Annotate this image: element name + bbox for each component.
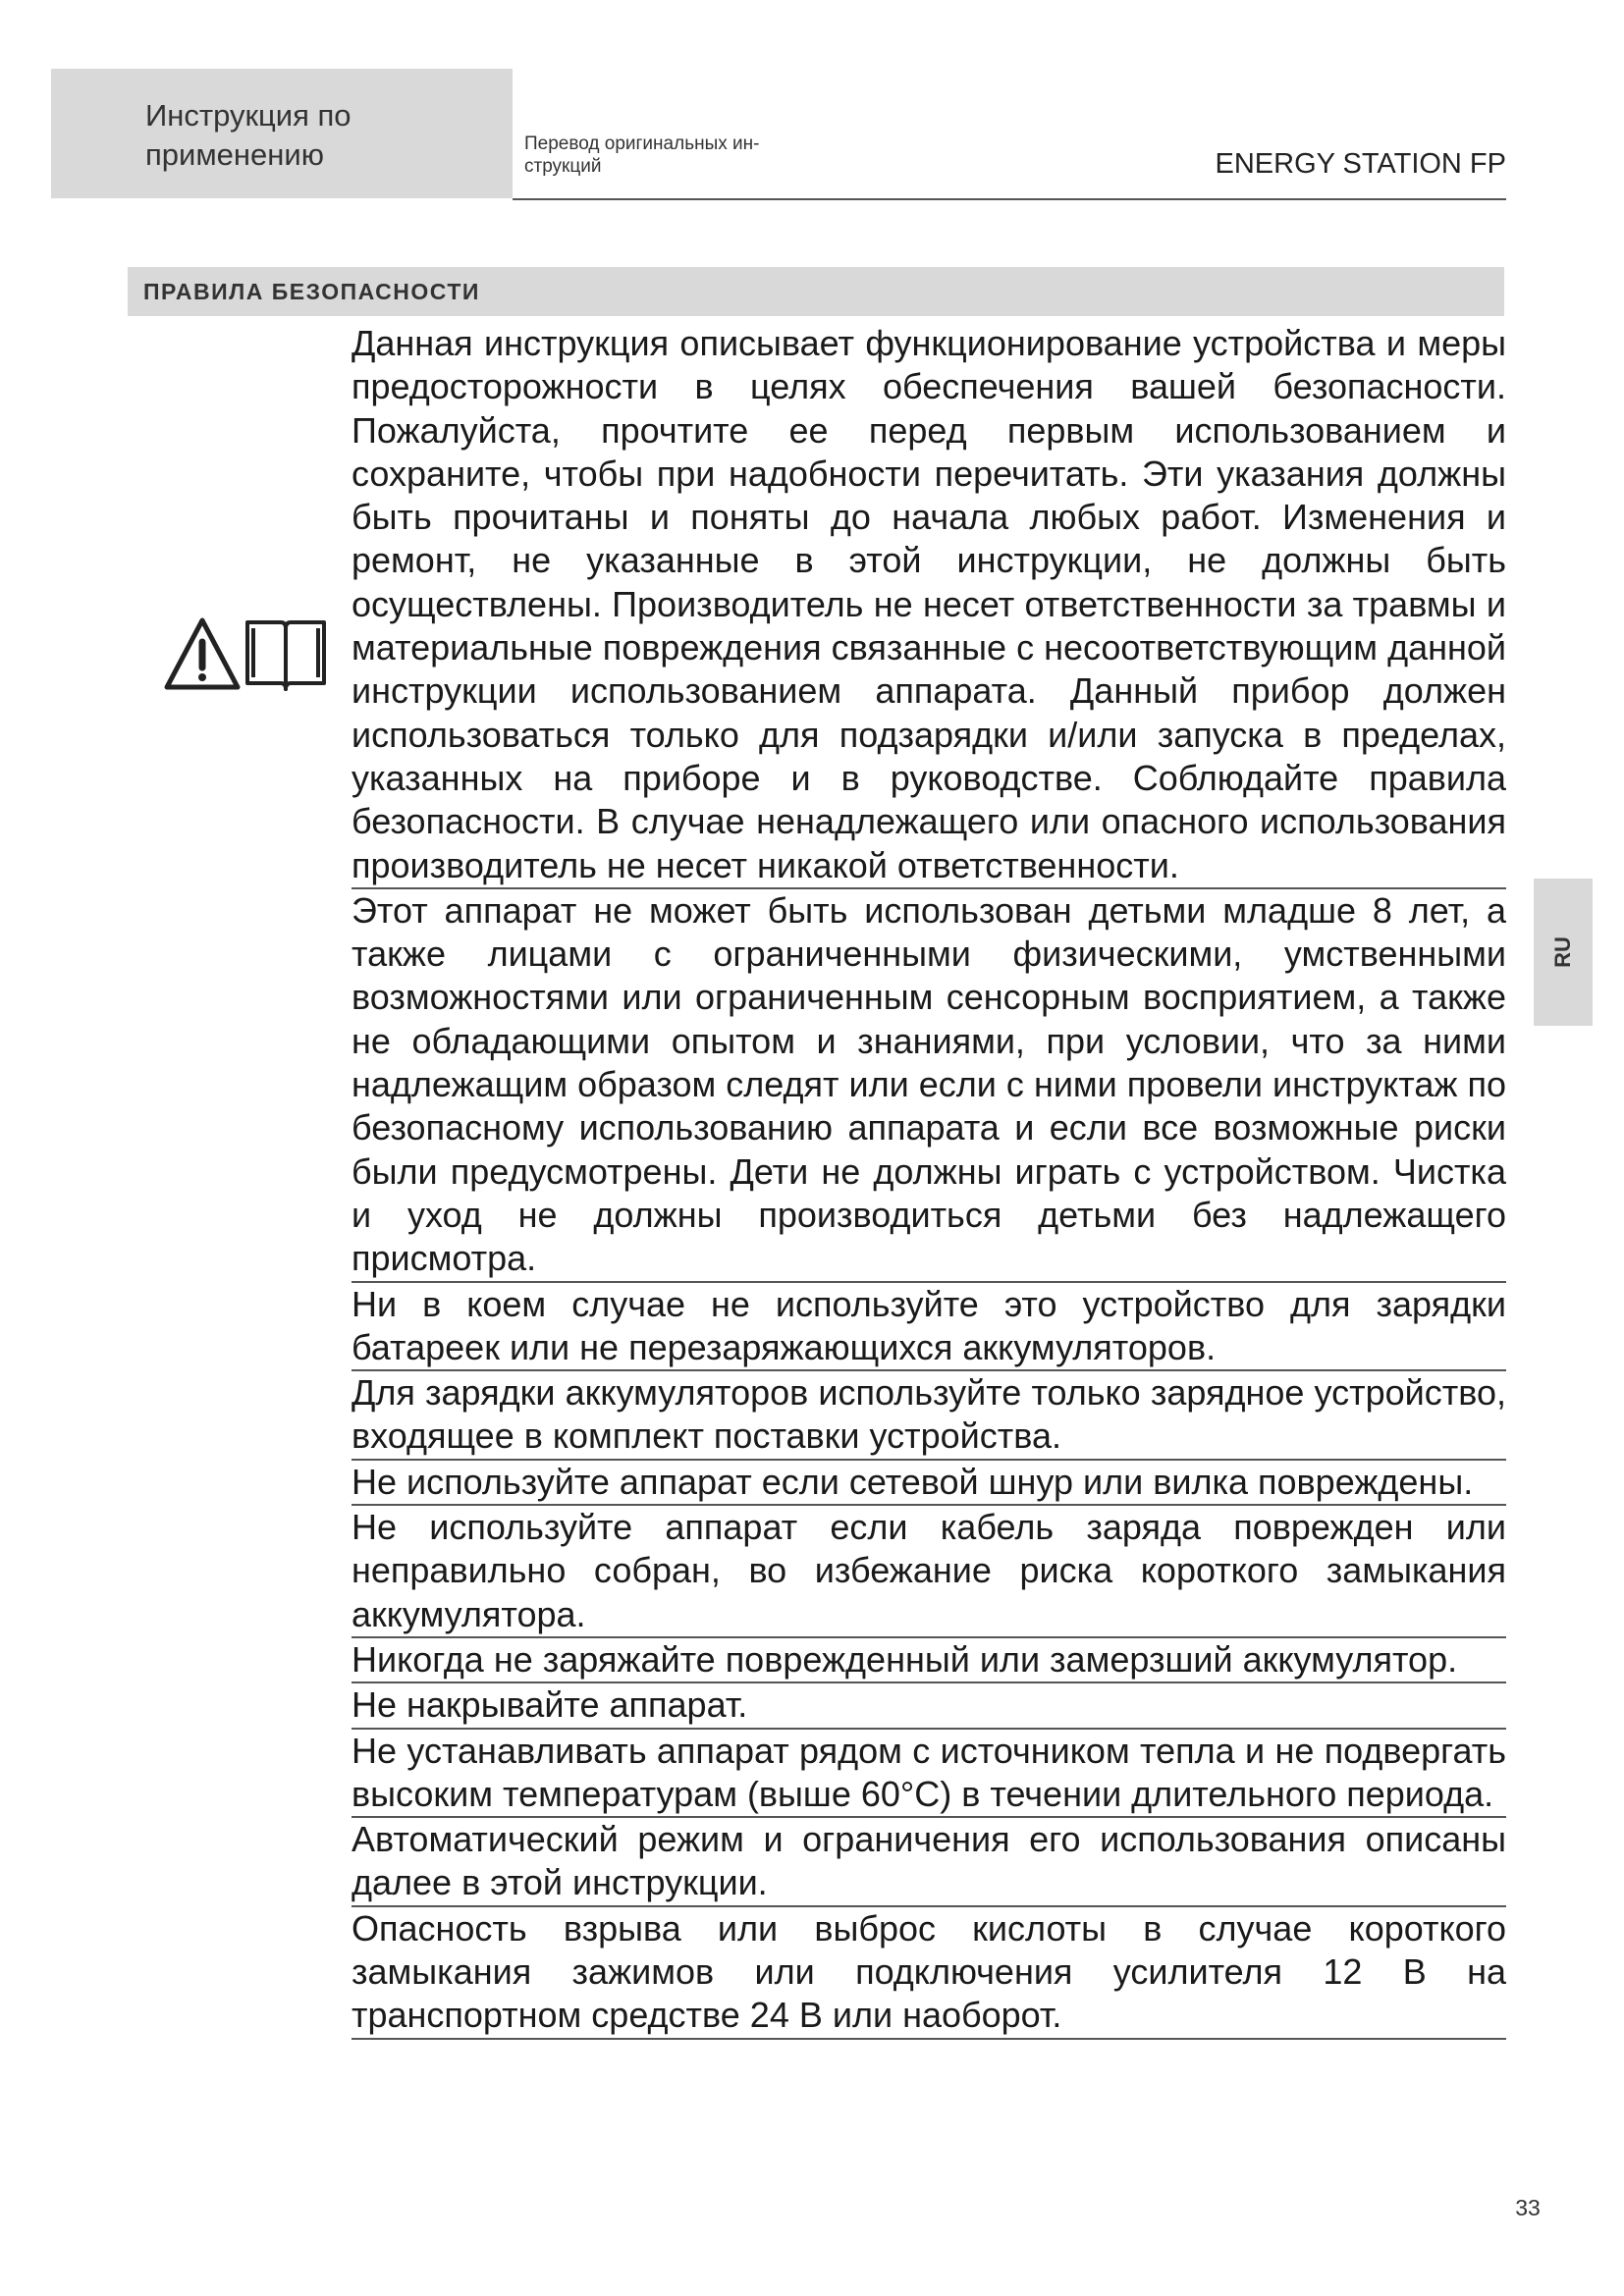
- header-divider: [513, 198, 1506, 200]
- safety-icons: [163, 614, 328, 693]
- safety-paragraph: Не устанавливать аппарат рядом с источником тепла и не подвергать высоким температурам (выше 60°С) в течении длительного периода.: [352, 1730, 1506, 1819]
- section-header-bar: [128, 267, 1504, 316]
- page-number: 33: [1515, 2195, 1541, 2220]
- warning-triangle-icon: [163, 614, 242, 693]
- section-title: ПРАВИЛА БЕЗОПАСНОСТИ: [143, 279, 480, 304]
- safety-paragraph: Для зарядки аккумуляторов используйте только зарядное устройство, входящее в комплект поставки устройства.: [352, 1371, 1506, 1461]
- language-code: RU: [1550, 936, 1575, 968]
- safety-paragraph: Никогда не заряжайте поврежденный или замерзший аккумулятор.: [352, 1638, 1506, 1683]
- safety-paragraph: Не используйте аппарат если кабель заряда поврежден или неправильно собран, во избежание риска короткого замыкания аккумулятора.: [352, 1506, 1506, 1638]
- safety-paragraph: Данная инструкция описывает функционирование устройства и меры предосторожности в целях обеспечения вашей безопасности. Пожалуйста, прочтите ее перед первым использованием и сохраните, чтобы при надобности перечитать. Эти указания должны быть прочитаны и поняты до начала любых работ. Изменения и ремонт, не указанные в этой инструкции, не должны быть осуществлены. Производитель не несет ответственности за травмы и материальные повреждения связанные с несоответствующим данной инструкции использованием аппарата. Данный прибор должен использоваться только для подзарядки и/или запуска в пределах, указанных на приборе и в руководстве. Соблюдайте правила безопасности. В случае ненадлежащего или опасного использования производитель не несет никакой ответственности.: [352, 322, 1506, 889]
- safety-paragraph: Автоматический режим и ограничения его использования описаны далее в этой инструкции.: [352, 1818, 1506, 1907]
- safety-paragraph: Опасность взрыва или выброс кислоты в случае короткого замыкания зажимов или подключения усилителя 12 В на транспортном средстве 24 В или наоборот.: [352, 1907, 1506, 2040]
- safety-paragraph: Не накрывайте аппарат.: [352, 1683, 1506, 1729]
- safety-paragraph: Этот аппарат не может быть использован детьми младше 8 лет, а также лицами с ограниченными физическими, умственными возможностями или ограниченным сенсорным восприятием, а также не обладающими опытом и знаниями, при условии, что за ними надлежащим образом следят или если с ними провели инструктаж по безопасному использованию аппарата и если все возможные риски были предусмотрены. Дети не должны играть с устройством. Чистка и уход не должны производиться детьми без надлежащего присмотра.: [352, 889, 1506, 1283]
- header-product-name: ENERGY STATION FP: [1215, 148, 1506, 180]
- safety-paragraph: Ни в коем случае не используйте это устройство для зарядки батареек или не перезаряжающихся аккумуляторов.: [352, 1283, 1506, 1372]
- language-tab: [1534, 879, 1593, 1026]
- header-doc-type-box: [51, 69, 513, 198]
- header-translation-note: Перевод оригинальных ин-струкций: [524, 133, 760, 177]
- safety-paragraph: Не используйте аппарат если сетевой шнур или вилка повреждены.: [352, 1461, 1506, 1506]
- read-manual-icon: [244, 614, 328, 693]
- header-doc-type: Инструкция по применению: [145, 98, 352, 172]
- safety-rules-list: [352, 322, 1506, 2040]
